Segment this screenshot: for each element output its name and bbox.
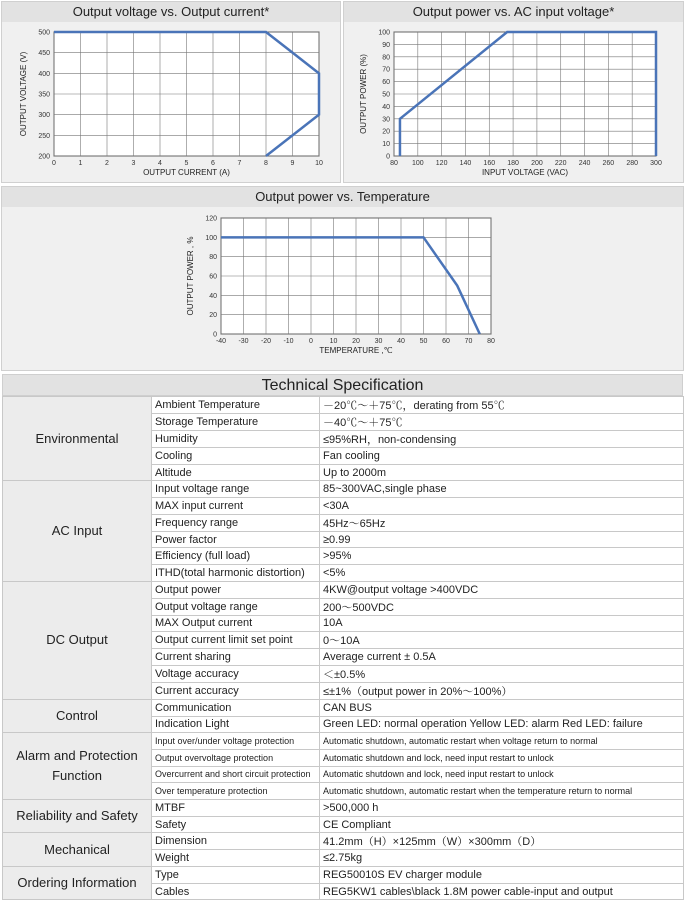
spec-value: Automatic shutdown and lock, need input restart to unlock [320, 749, 684, 766]
spec-parameter: Current sharing [152, 649, 320, 666]
x-tick-label: 3 [131, 160, 136, 167]
y-tick-label: 450 [38, 50, 50, 58]
spec-category: Reliability and Safety [3, 800, 152, 833]
spec-value: >95% [320, 548, 684, 565]
spec-parameter: MAX Output current [152, 615, 320, 632]
x-tick-label: 100 [411, 160, 424, 167]
y-tick-label: 400 [38, 70, 50, 78]
x-tick-label: 1 [78, 160, 83, 167]
spec-parameter: Dimension [152, 833, 320, 850]
spec-value: 0～10A [320, 632, 684, 649]
x-tick-label: 280 [626, 160, 639, 167]
spec-parameter: Cables [152, 883, 320, 900]
x-tick-label: 50 [419, 338, 428, 345]
y-tick-label: 80 [209, 254, 217, 262]
x-tick-label: 10 [315, 160, 323, 167]
x-tick-label: 40 [397, 338, 405, 345]
x-tick-label: 10 [329, 338, 338, 345]
spec-parameter: Storage Temperature [152, 414, 320, 431]
y-tick-label: 0 [386, 153, 390, 161]
y-tick-label: 70 [382, 66, 390, 74]
y-tick-label: 50 [382, 91, 390, 99]
chart-panel-power-temp [1, 186, 684, 371]
x-tick-label: 20 [352, 338, 360, 345]
power-input-chart [344, 22, 683, 182]
spec-row [3, 733, 684, 750]
x-tick-label: 220 [554, 160, 567, 167]
spec-value: Average current ± 0.5A [320, 649, 684, 666]
spec-parameter: Cooling [152, 448, 320, 465]
x-tick-label: 0 [309, 338, 313, 345]
x-tick-label: -40 [215, 338, 227, 345]
x-tick-label: -10 [283, 338, 294, 345]
spec-parameter: Output current limit set point [152, 632, 320, 649]
x-tick-label: 0 [52, 160, 56, 167]
x-tick-label: 160 [483, 160, 496, 167]
spec-parameter: ITHD(total harmonic distortion) [152, 565, 320, 582]
spec-parameter: Frequency range [152, 514, 320, 531]
spec-value: Automatic shutdown and lock, need input restart to unlock [320, 766, 684, 783]
y-tick-label: 40 [209, 292, 217, 300]
y-tick-label: 10 [382, 141, 390, 149]
x-tick-label: 8 [264, 160, 268, 167]
spec-value: REG50010S EV charger module [320, 867, 684, 884]
x-tick-label: 70 [464, 338, 473, 345]
y-tick-label: 200 [38, 153, 50, 161]
y-tick-label: 350 [38, 91, 50, 99]
spec-row [3, 867, 684, 884]
y-tick-label: 500 [38, 29, 50, 37]
y-tick-label: 20 [382, 128, 390, 136]
spec-parameter: Input voltage range [152, 481, 320, 498]
spec-table [2, 396, 684, 900]
spec-value: CE Compliant [320, 816, 684, 833]
spec-parameter: Safety [152, 816, 320, 833]
y-tick-label: 90 [382, 41, 390, 49]
spec-parameter: Output overvoltage protection [152, 749, 320, 766]
y-tick-label: 100 [205, 234, 217, 242]
chart-title: Output power vs. AC input voltage* [344, 2, 683, 22]
spec-value: Automatic shutdown, automatic restart when voltage return to normal [320, 733, 684, 750]
x-tick-label: 6 [211, 160, 215, 167]
spec-row [3, 481, 684, 498]
spec-value: 4KW@output voltage >400VDC [320, 581, 684, 598]
spec-row [3, 581, 684, 598]
x-tick-label: 7 [237, 160, 242, 167]
x-tick-label: 4 [158, 160, 162, 167]
spec-value: ≥0.99 [320, 531, 684, 548]
spec-value: Green LED: normal operation Yellow LED: alarm Red LED: failure [320, 716, 684, 733]
spec-value: ≤2.75kg [320, 850, 684, 867]
x-tick-label: -20 [260, 338, 272, 345]
spec-value: －20℃～＋75℃，derating from 55℃ [320, 397, 684, 414]
chart-body [344, 22, 683, 182]
x-tick-label: 260 [602, 160, 615, 167]
spec-row [3, 397, 684, 414]
spec-value: >500,000 h [320, 800, 684, 817]
spec-parameter: Output power [152, 581, 320, 598]
spec-value: <5% [320, 565, 684, 582]
spec-parameter: MTBF [152, 800, 320, 817]
spec-value: Fan cooling [320, 448, 684, 465]
x-tick-label: 60 [442, 338, 450, 345]
spec-parameter: Altitude [152, 464, 320, 481]
y-tick-label: 100 [378, 29, 390, 37]
spec-parameter: MAX input current [152, 498, 320, 515]
power-temp-chart [2, 207, 683, 370]
spec-parameter: Current accuracy [152, 682, 320, 699]
y-axis-label: OUTPUT POWER (%) [359, 54, 368, 134]
x-axis-label: TEMPERATURE ,℃ [319, 346, 393, 355]
x-tick-label: 300 [650, 160, 662, 167]
x-tick-label: 80 [487, 338, 495, 345]
spec-category: AC Input [3, 481, 152, 581]
y-tick-label: 60 [209, 273, 217, 281]
spec-value: Up to 2000m [320, 464, 684, 481]
chart-body [2, 22, 340, 182]
x-tick-label: 180 [507, 160, 519, 167]
y-tick-label: 0 [213, 331, 217, 339]
spec-parameter: Type [152, 867, 320, 884]
y-tick-label: 20 [209, 312, 217, 320]
spec-title: Technical Specification [2, 374, 683, 396]
y-tick-label: 250 [38, 132, 50, 140]
y-tick-label: 300 [38, 112, 50, 120]
spec-category: Environmental [3, 397, 152, 481]
spec-parameter: Voltage accuracy [152, 665, 320, 682]
x-axis-label: INPUT VOLTAGE (VAC) [481, 168, 569, 177]
x-tick-label: 2 [105, 160, 109, 167]
spec-parameter: Humidity [152, 431, 320, 448]
spec-value: 200～500VDC [320, 598, 684, 615]
spec-value: CAN BUS [320, 699, 684, 716]
x-tick-label: 200 [531, 160, 543, 167]
y-tick-label: 60 [382, 79, 390, 87]
x-tick-label: 80 [390, 160, 398, 167]
chart-title: Output power vs. Temperature [2, 187, 683, 207]
spec-parameter: Over temperature protection [152, 783, 320, 800]
spec-category: Control [3, 699, 152, 732]
y-tick-label: 80 [382, 54, 390, 62]
y-tick-label: 120 [205, 215, 217, 223]
spec-row [3, 800, 684, 817]
chart-panel-voltage-current [1, 1, 341, 183]
spec-parameter: Weight [152, 850, 320, 867]
technical-specification [2, 374, 683, 898]
spec-value: 10A [320, 615, 684, 632]
x-tick-label: 30 [374, 338, 383, 345]
spec-parameter: Overcurrent and short circuit protection [152, 766, 320, 783]
spec-value: ＜±0.5% [320, 665, 684, 682]
chart-panel-power-input [343, 1, 684, 183]
x-tick-label: 5 [184, 160, 189, 167]
y-tick-label: 30 [382, 116, 390, 124]
spec-category: DC Output [3, 581, 152, 699]
spec-category: Ordering Information [3, 867, 152, 900]
voltage-current-chart [2, 22, 340, 182]
spec-parameter: Communication [152, 699, 320, 716]
spec-value: ≤95%RH，non-condensing [320, 431, 684, 448]
y-tick-label: 40 [382, 103, 390, 111]
spec-value: REG5KW1 cables\black 1.8M power cable-input and output [320, 883, 684, 900]
spec-value: ≤±1%（output power in 20%～100%） [320, 682, 684, 699]
x-tick-label: -30 [238, 338, 249, 345]
chart-body [2, 207, 683, 370]
spec-parameter: Input over/under voltage protection [152, 733, 320, 750]
x-tick-label: 140 [459, 160, 472, 167]
x-tick-label: 240 [578, 160, 591, 167]
spec-parameter: Ambient Temperature [152, 397, 320, 414]
spec-parameter: Power factor [152, 531, 320, 548]
spec-value: 85~300VAC,single phase [320, 481, 684, 498]
spec-value: 45Hz～65Hz [320, 514, 684, 531]
spec-row [3, 699, 684, 716]
spec-category: Alarm and Protection Function [3, 733, 152, 800]
chart-title: Output voltage vs. Output current* [2, 2, 340, 22]
spec-row [3, 833, 684, 850]
spec-value: Automatic shutdown, automatic restart when the temperature return to normal [320, 783, 684, 800]
x-tick-label: 9 [290, 160, 295, 167]
spec-parameter: Efficiency (full load) [152, 548, 320, 565]
y-axis-label: OUTPUT VOLTAGE (V) [19, 51, 28, 137]
x-axis-label: OUTPUT CURRENT (A) [143, 168, 230, 177]
spec-value: 41.2mm（H）×125mm（W）×300mm（D） [320, 833, 684, 850]
spec-value: <30A [320, 498, 684, 515]
spec-parameter: Indication Light [152, 716, 320, 733]
spec-category: Mechanical [3, 833, 152, 867]
spec-parameter: Output voltage range [152, 598, 320, 615]
y-axis-label: OUTPUT POWER , % [186, 236, 195, 316]
x-tick-label: 120 [435, 160, 448, 167]
spec-value: －40℃～＋75℃ [320, 414, 684, 431]
